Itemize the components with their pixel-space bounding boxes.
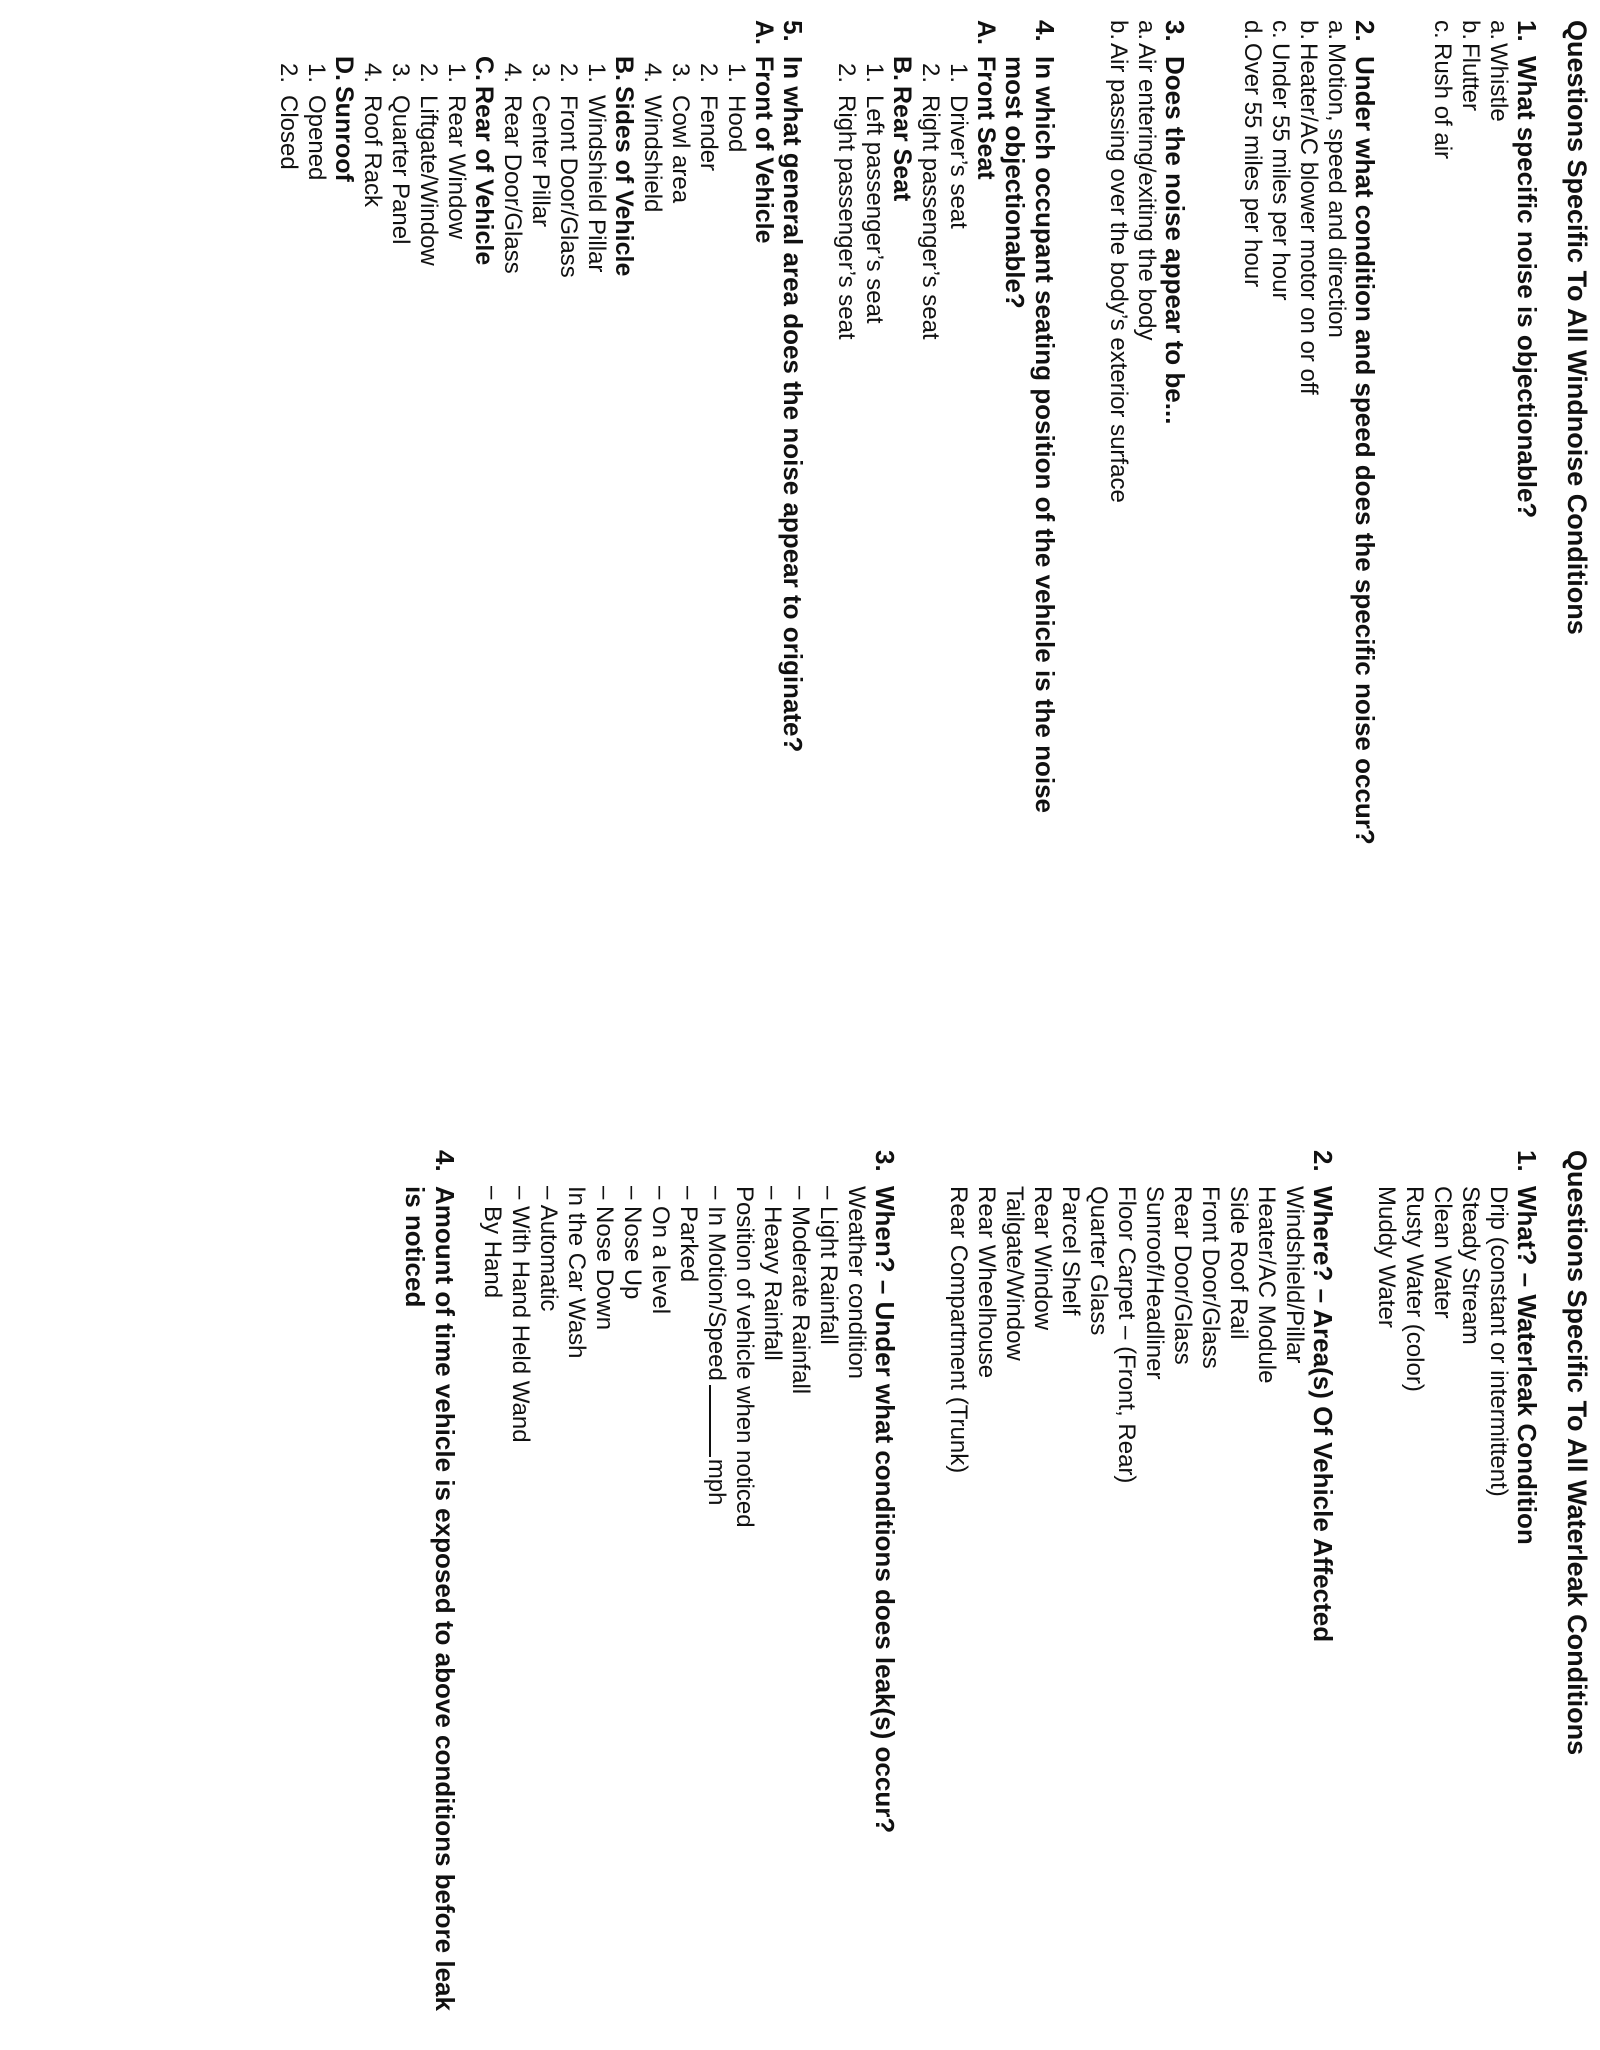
question-text: What? – Waterleak Condition bbox=[1512, 1186, 1542, 1545]
list-item: Muddy Water bbox=[1373, 1186, 1400, 1328]
list-item: – By Hand bbox=[479, 1186, 506, 1299]
list-item: – Nose Up bbox=[619, 1186, 646, 1300]
list-item: In the Car Wash bbox=[563, 1186, 590, 1359]
list-item: 1. Hood bbox=[723, 63, 750, 153]
list-item: – On a level bbox=[647, 1186, 674, 1315]
list-item: Rusty Water (color) bbox=[1401, 1186, 1428, 1392]
list-item: Heater/AC Module bbox=[1253, 1186, 1280, 1384]
list-item: – Parked bbox=[675, 1186, 702, 1283]
question-number: 1. bbox=[1512, 20, 1542, 42]
question-number: 5. bbox=[778, 20, 808, 42]
list-item: – Moderate Rainfall bbox=[787, 1186, 814, 1395]
question-number: 2. bbox=[1308, 1150, 1338, 1172]
question-number: 4. bbox=[430, 1150, 460, 1172]
waterleak-title: Questions Specific To All Waterleak Conditions bbox=[1562, 1150, 1592, 1756]
list-item: – With Hand Held Wand bbox=[507, 1186, 534, 1443]
list-item: Windshield/Pillar bbox=[1281, 1186, 1308, 1364]
windnoise-question-3 bbox=[1104, 20, 1190, 1140]
list-item: – Light Rainfall bbox=[815, 1186, 842, 1345]
question-text: Does the noise appear to be... bbox=[1160, 56, 1190, 425]
section-heading: C. Rear of Vehicle bbox=[470, 56, 498, 266]
question-text: Under what condition and speed does the specific noise occur? bbox=[1350, 56, 1380, 845]
list-item: 3. Quarter Panel bbox=[387, 63, 414, 245]
list-item: Weather condition bbox=[843, 1186, 870, 1380]
list-item: 1. Opened bbox=[303, 63, 330, 181]
list-item: d. Over 55 miles per hour bbox=[1239, 20, 1266, 288]
list-item: 4. Roof Rack bbox=[359, 63, 386, 208]
windnoise-question-2 bbox=[1238, 20, 1380, 1140]
list-item: 2. Fender bbox=[695, 63, 722, 172]
list-item: Position of vehicle when noticed bbox=[731, 1186, 758, 1528]
list-item: 4. Windshield bbox=[639, 63, 666, 213]
list-item: 2. Right passenger’s seat bbox=[917, 63, 944, 340]
list-item: 2. Closed bbox=[275, 63, 302, 170]
question-text: Where? – Area(s) Of Vehicle Affected bbox=[1308, 1186, 1338, 1643]
list-item: Floor Carpet – (Front, Rear) bbox=[1113, 1186, 1140, 1484]
question-text: Amount of time vehicle is exposed to above conditions before leak is noticed bbox=[400, 1186, 460, 2011]
list-item: c. Rush of air bbox=[1429, 20, 1456, 160]
speed-item: – In Motion/Speedmph bbox=[703, 1186, 730, 1506]
waterleak-question-1 bbox=[1372, 1150, 1542, 2030]
question-text: What specific noise is objectionable? bbox=[1512, 56, 1542, 519]
windnoise-question-5 bbox=[274, 20, 808, 1140]
waterleak-question-2 bbox=[944, 1150, 1338, 2030]
windnoise-question-1 bbox=[1428, 20, 1542, 1140]
list-item: Quarter Glass bbox=[1085, 1186, 1112, 1336]
list-item: b. Air passing over the body’s exterior surface bbox=[1105, 20, 1132, 503]
list-item: Rear Compartment (Trunk) bbox=[945, 1186, 972, 1474]
list-item: 2. Front Door/Glass bbox=[555, 63, 582, 278]
list-item: Parcel Shelf bbox=[1057, 1186, 1084, 1316]
question-number: 3. bbox=[870, 1150, 900, 1172]
list-item: Clean Water bbox=[1429, 1186, 1456, 1319]
list-item: 1. Rear Window bbox=[443, 63, 470, 240]
section-heading: A. Front Seat bbox=[972, 20, 1000, 180]
list-item: Rear Door/Glass bbox=[1169, 1186, 1196, 1365]
list-item: 4. Rear Door/Glass bbox=[499, 63, 526, 274]
question-number: 2. bbox=[1350, 20, 1380, 42]
list-item: 2. Liftgate/Window bbox=[415, 63, 442, 266]
list-item: Front Door/Glass bbox=[1197, 1186, 1224, 1369]
list-item: – Automatic bbox=[535, 1186, 562, 1312]
waterleak-question-4 bbox=[400, 1150, 460, 2030]
list-item: b. Flutter bbox=[1457, 20, 1484, 112]
question-number: 3. bbox=[1160, 20, 1190, 42]
question-text: When? – Under what conditions does leak(s) occur? bbox=[870, 1186, 900, 1834]
section-heading: A. Front of Vehicle bbox=[750, 20, 778, 244]
question-text: In which occupant seating position of the vehicle is the noise most objectionable? bbox=[1000, 56, 1060, 813]
list-item: a. Motion, speed and direction bbox=[1323, 20, 1350, 338]
list-item: Rear Wheelhouse bbox=[973, 1186, 1000, 1379]
windnoise-question-4 bbox=[832, 20, 1060, 1140]
list-item: c. Under 55 miles per hour bbox=[1267, 20, 1294, 301]
question-number: 4. bbox=[1030, 20, 1060, 42]
list-item: a. Air entering/exiting the body bbox=[1133, 20, 1160, 341]
list-item: 1. Driver’s seat bbox=[945, 63, 972, 229]
question-number: 1. bbox=[1512, 1150, 1542, 1172]
list-item: Side Roof Rail bbox=[1225, 1186, 1252, 1340]
list-item: Rear Window bbox=[1029, 1186, 1056, 1331]
list-item: Drip (constant or intermittent) bbox=[1485, 1186, 1512, 1497]
speed-blank-line bbox=[709, 1385, 729, 1457]
list-item: a. Whistle bbox=[1485, 20, 1512, 122]
waterleak-question-3 bbox=[478, 1150, 900, 2030]
list-item: – Heavy Rainfall bbox=[759, 1186, 786, 1361]
section-heading: D. Sunroof bbox=[330, 56, 358, 182]
list-item: Steady Stream bbox=[1457, 1186, 1484, 1345]
list-item: b. Heater/AC blower motor on or off bbox=[1295, 20, 1322, 395]
question-text: In what general area does the noise appear to originate? bbox=[778, 56, 808, 753]
list-item: Tailgate/Window bbox=[1001, 1186, 1028, 1361]
section-heading: B. Sides of Vehicle bbox=[610, 56, 638, 277]
list-item: Sunroof/Headliner bbox=[1141, 1186, 1168, 1380]
list-item: 1. Windshield Pillar bbox=[583, 63, 610, 273]
section-heading: B. Rear Seat bbox=[888, 56, 916, 202]
windnoise-title: Questions Specific To All Windnoise Conditions bbox=[1562, 20, 1592, 635]
list-item: 2. Right passenger’s seat bbox=[833, 63, 860, 340]
list-item: 1. Left passenger’s seat bbox=[861, 63, 888, 324]
list-item: 3. Center Pillar bbox=[527, 63, 554, 228]
list-item: – Nose Down bbox=[591, 1186, 618, 1331]
list-item: 3. Cowl area bbox=[667, 63, 694, 204]
